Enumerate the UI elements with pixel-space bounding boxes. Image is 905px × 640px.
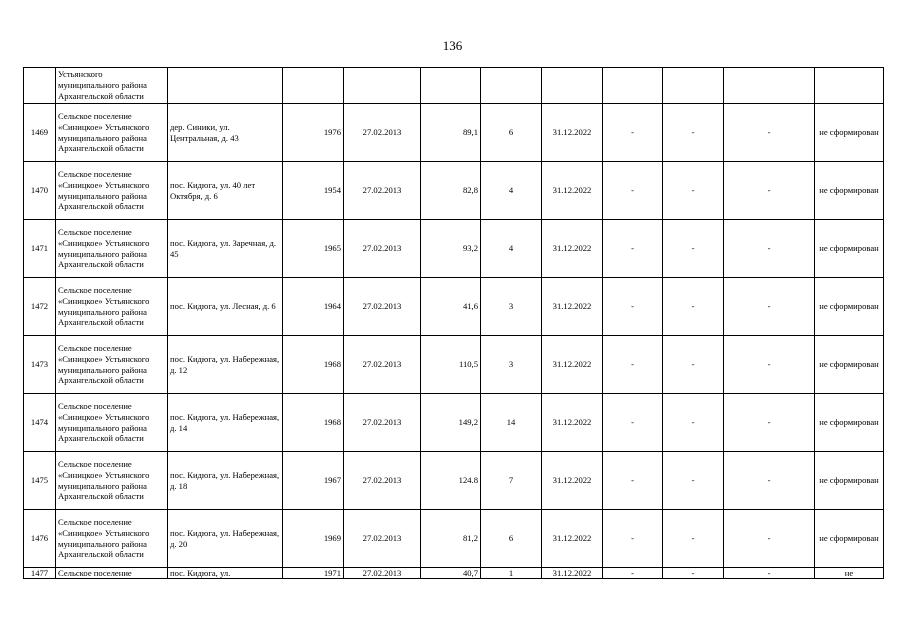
cell-residents: 3 bbox=[481, 278, 542, 336]
cell-address: пос. Кидюга, ул. Набережная, д. 14 bbox=[168, 394, 283, 452]
cell-residents: 6 bbox=[481, 104, 542, 162]
table-row bbox=[24, 336, 884, 394]
table-row bbox=[24, 278, 884, 336]
table-row bbox=[24, 220, 884, 278]
cell-deadline: 31.12.2022 bbox=[542, 278, 603, 336]
cell-date: 27.02.2013 bbox=[344, 336, 421, 394]
cell-municipality: Сельское поселение «Синицкое» Устьянского муниципального района Архангельской области bbox=[56, 336, 168, 394]
table-row bbox=[24, 394, 884, 452]
cell-municipality: Сельское поселение «Синицкое» Устьянского муниципального района Архангельской области bbox=[56, 220, 168, 278]
cell-year: 1965 bbox=[283, 220, 344, 278]
cell-area bbox=[421, 68, 481, 104]
cell-year: 1964 bbox=[283, 278, 344, 336]
cell-d3: - bbox=[724, 452, 815, 510]
cell-d1: - bbox=[603, 162, 663, 220]
cell-address: пос. Кидюга, ул. bbox=[168, 568, 283, 579]
cell-number: 1476 bbox=[24, 510, 56, 568]
page-number: 136 bbox=[442, 38, 463, 53]
cell-d3 bbox=[724, 68, 815, 104]
cell-address: пос. Кидюга, ул. Набережная, д. 18 bbox=[168, 452, 283, 510]
cell-d3: - bbox=[724, 394, 815, 452]
cell-municipality: Сельское поселение «Синицкое» Устьянского муниципального района Архангельской области bbox=[56, 104, 168, 162]
cell-date: 27.02.2013 bbox=[344, 162, 421, 220]
cell-d2: - bbox=[663, 278, 724, 336]
cell-residents: 3 bbox=[481, 336, 542, 394]
cell-year: 1967 bbox=[283, 452, 344, 510]
cell-date bbox=[344, 68, 421, 104]
cell-date: 27.02.2013 bbox=[344, 568, 421, 579]
cell-municipality: Сельское поселение «Синицкое» Устьянского муниципального района Архангельской области bbox=[56, 510, 168, 568]
cell-d2: - bbox=[663, 452, 724, 510]
cell-d1: - bbox=[603, 394, 663, 452]
cell-d2: - bbox=[663, 220, 724, 278]
cell-year: 1976 bbox=[283, 104, 344, 162]
cell-municipality: Сельское поселение «Синицкое» Устьянского муниципального района Архангельской области bbox=[56, 278, 168, 336]
cell-d1 bbox=[603, 68, 663, 104]
cell-number: 1477 bbox=[24, 568, 56, 579]
cell-year: 1969 bbox=[283, 510, 344, 568]
cell-d2: - bbox=[663, 162, 724, 220]
cell-area: 40,7 bbox=[421, 568, 481, 579]
cell-area: 149,2 bbox=[421, 394, 481, 452]
cell-deadline: 31.12.2022 bbox=[542, 510, 603, 568]
cell-d1: - bbox=[603, 452, 663, 510]
cell-deadline: 31.12.2022 bbox=[542, 104, 603, 162]
cell-area: 124.8 bbox=[421, 452, 481, 510]
cell-year: 1968 bbox=[283, 336, 344, 394]
cell-municipality: Сельское поселение bbox=[56, 568, 168, 579]
housing-registry-table bbox=[23, 67, 884, 579]
cell-status: не сформирован bbox=[815, 452, 884, 510]
cell-municipality: Сельское поселение «Синицкое» Устьянского муниципального района Архангельской области bbox=[56, 162, 168, 220]
cell-d2 bbox=[663, 68, 724, 104]
cell-status: не сформирован bbox=[815, 278, 884, 336]
cell-area: 93,2 bbox=[421, 220, 481, 278]
cell-number: 1472 bbox=[24, 278, 56, 336]
cell-date: 27.02.2013 bbox=[344, 278, 421, 336]
cell-d3: - bbox=[724, 162, 815, 220]
cell-address: пос. Кидюга, ул. Набережная, д. 20 bbox=[168, 510, 283, 568]
cell-address: дер. Синики, ул. Центральная, д. 43 bbox=[168, 104, 283, 162]
cell-residents: 6 bbox=[481, 510, 542, 568]
cell-deadline: 31.12.2022 bbox=[542, 394, 603, 452]
cell-d3: - bbox=[724, 510, 815, 568]
cell-d1: - bbox=[603, 104, 663, 162]
cell-deadline: 31.12.2022 bbox=[542, 220, 603, 278]
cell-d3: - bbox=[724, 278, 815, 336]
cell-residents: 4 bbox=[481, 220, 542, 278]
cell-d2: - bbox=[663, 394, 724, 452]
cell-status: не сформирован bbox=[815, 162, 884, 220]
cell-status: не сформирован bbox=[815, 220, 884, 278]
cell-d1: - bbox=[603, 278, 663, 336]
cell-municipality: Сельское поселение «Синицкое» Устьянского муниципального района Архангельской области bbox=[56, 394, 168, 452]
cell-deadline: 31.12.2022 bbox=[542, 162, 603, 220]
cell-d1: - bbox=[603, 336, 663, 394]
cell-year: 1954 bbox=[283, 162, 344, 220]
cell-area: 82,8 bbox=[421, 162, 481, 220]
cell-residents: 4 bbox=[481, 162, 542, 220]
cell-date: 27.02.2013 bbox=[344, 394, 421, 452]
cell-area: 81,2 bbox=[421, 510, 481, 568]
cell-deadline: 31.12.2022 bbox=[542, 568, 603, 579]
cell-residents: 7 bbox=[481, 452, 542, 510]
cell-deadline: 31.12.2022 bbox=[542, 452, 603, 510]
cell-residents bbox=[481, 68, 542, 104]
cell-address: пос. Кидюга, ул. Лесная, д. 6 bbox=[168, 278, 283, 336]
cell-d2: - bbox=[663, 104, 724, 162]
cell-number bbox=[24, 68, 56, 104]
cell-address: пос. Кидюга, ул. Набережная, д. 12 bbox=[168, 336, 283, 394]
cell-residents: 14 bbox=[481, 394, 542, 452]
cell-number: 1471 bbox=[24, 220, 56, 278]
cell-d3: - bbox=[724, 336, 815, 394]
cell-d1: - bbox=[603, 510, 663, 568]
cell-number: 1475 bbox=[24, 452, 56, 510]
cell-d3: - bbox=[724, 104, 815, 162]
cell-d2: - bbox=[663, 568, 724, 579]
table-row bbox=[24, 510, 884, 568]
table-row bbox=[24, 162, 884, 220]
cell-date: 27.02.2013 bbox=[344, 104, 421, 162]
cell-status: не сформирован bbox=[815, 104, 884, 162]
cell-status bbox=[815, 68, 884, 104]
cell-address bbox=[168, 68, 283, 104]
cell-date: 27.02.2013 bbox=[344, 220, 421, 278]
cell-municipality: Сельское поселение «Синицкое» Устьянского муниципального района Архангельской области bbox=[56, 452, 168, 510]
cell-number: 1470 bbox=[24, 162, 56, 220]
cell-d2: - bbox=[663, 510, 724, 568]
table-row bbox=[24, 452, 884, 510]
cell-area: 89,1 bbox=[421, 104, 481, 162]
cell-d3: - bbox=[724, 220, 815, 278]
cell-year bbox=[283, 68, 344, 104]
cell-d2: - bbox=[663, 336, 724, 394]
table-row-partial bbox=[24, 568, 884, 579]
cell-residents: 1 bbox=[481, 568, 542, 579]
cell-area: 41,6 bbox=[421, 278, 481, 336]
cell-status: не сформирован bbox=[815, 510, 884, 568]
table-body bbox=[24, 68, 884, 579]
cell-number: 1469 bbox=[24, 104, 56, 162]
cell-year: 1971 bbox=[283, 568, 344, 579]
cell-d3: - bbox=[724, 568, 815, 579]
cell-deadline bbox=[542, 68, 603, 104]
cell-date: 27.02.2013 bbox=[344, 510, 421, 568]
cell-year: 1968 bbox=[283, 394, 344, 452]
cell-address: пос. Кидюга, ул. 40 лет Октября, д. 6 bbox=[168, 162, 283, 220]
table-row bbox=[24, 104, 884, 162]
cell-number: 1474 bbox=[24, 394, 56, 452]
cell-deadline: 31.12.2022 bbox=[542, 336, 603, 394]
cell-d1: - bbox=[603, 220, 663, 278]
cell-status: не сформирован bbox=[815, 394, 884, 452]
cell-area: 110,5 bbox=[421, 336, 481, 394]
cell-date: 27.02.2013 bbox=[344, 452, 421, 510]
cell-municipality: Устьянского муниципального района Архангельской области bbox=[56, 68, 168, 104]
cell-status: не bbox=[815, 568, 884, 579]
cell-d1: - bbox=[603, 568, 663, 579]
cell-number: 1473 bbox=[24, 336, 56, 394]
cell-status: не сформирован bbox=[815, 336, 884, 394]
cell-address: пос. Кидюга, ул. Заречная, д. 45 bbox=[168, 220, 283, 278]
table-row-continuation bbox=[24, 68, 884, 104]
